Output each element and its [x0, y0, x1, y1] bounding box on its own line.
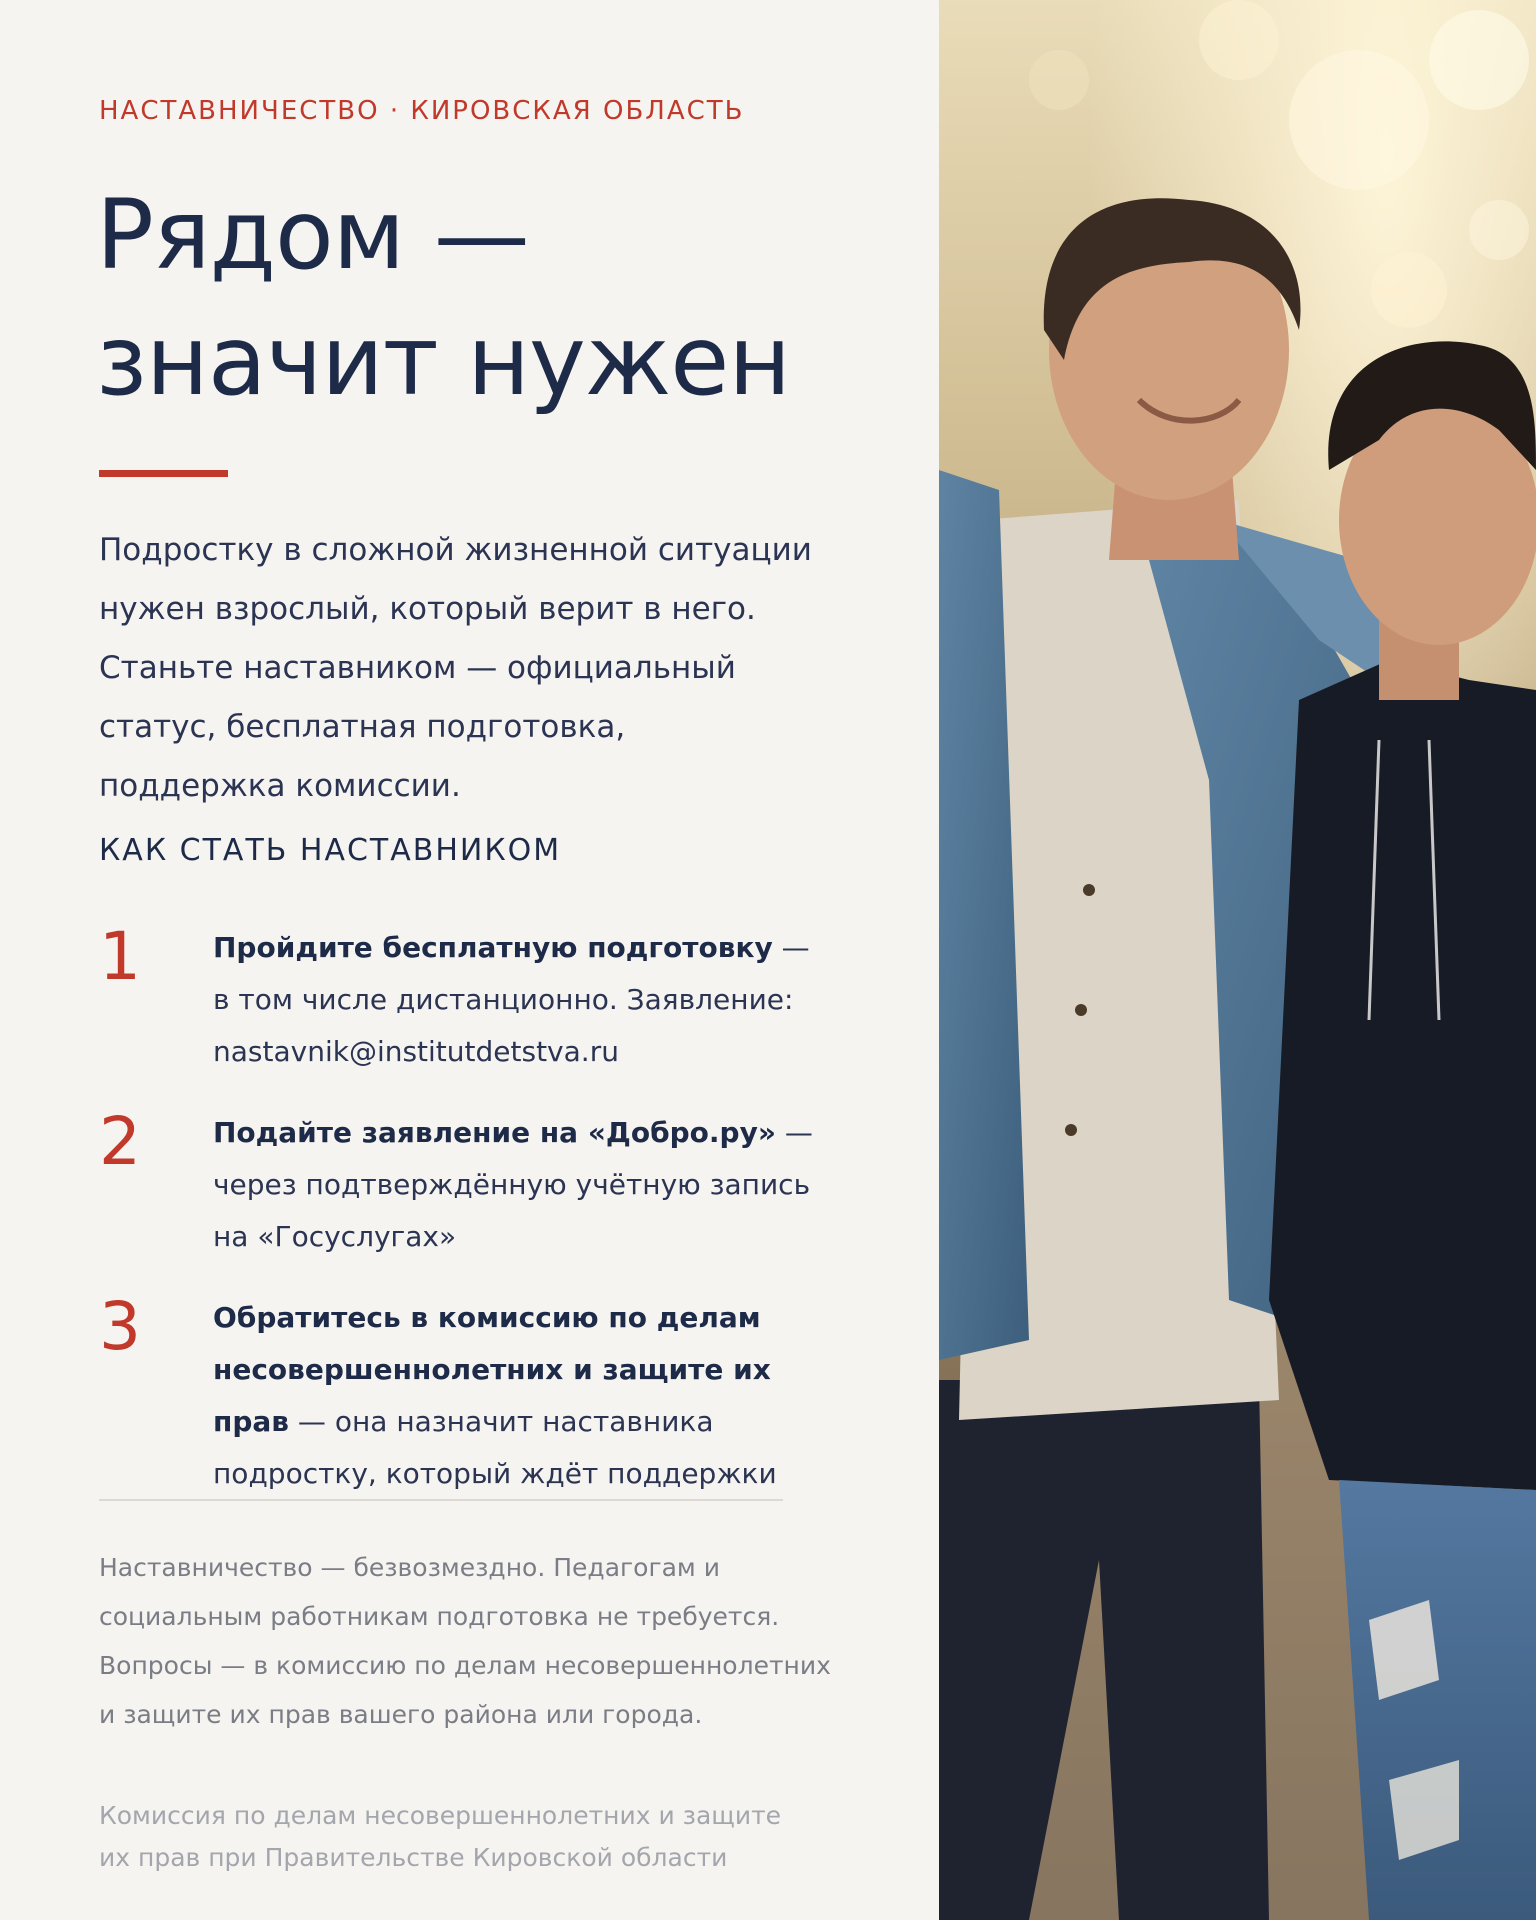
- title-line-2: значит нужен: [96, 305, 791, 417]
- step-title: Обратитесь в комиссию по делам несовершеннолетних и защите их прав: [213, 1301, 771, 1438]
- section-heading: КАК СТАТЬ НАСТАВНИКОМ: [99, 833, 562, 868]
- step-text: [213, 922, 833, 1078]
- title-line-1: Рядом —: [96, 179, 529, 291]
- note-paragraph: Наставничество — безвозмездно. Педагогам и социальным работникам подготовка не требуется. Вопросы — в комиссию по делам несовершеннолетних и защите их прав вашего района или города.: [99, 1553, 831, 1729]
- step-text: [213, 1292, 833, 1500]
- page-title: [96, 172, 790, 424]
- step-number: 2: [99, 1103, 141, 1180]
- lead-paragraph: Подростку в сложной жизненной ситуации нужен взрослый, который верит в него. Станьте наставником — официальный статус, бесплатная подготовка, поддержка комиссии.: [99, 532, 812, 804]
- step-description: — она назначит наставника подростку, который ждёт поддержки: [213, 1405, 777, 1490]
- step-title: Пройдите бесплатную подготовку: [213, 931, 773, 964]
- accent-rule: [99, 470, 228, 477]
- step-text: [213, 1107, 833, 1263]
- step-title: Подайте заявление на «Добро.ру»: [213, 1116, 776, 1149]
- step-number: 1: [99, 918, 141, 995]
- kicker: НАСТАВНИЧЕСТВО · КИРОВСКАЯ ОБЛАСТЬ: [99, 96, 745, 126]
- step-description: — в том числе дистанционно. Заявление: nastavnik@institutdetstva.ru: [213, 931, 810, 1068]
- divider: [99, 1499, 783, 1501]
- mentor-photo: [939, 0, 1536, 1920]
- footer-credit: Комиссия по делам несовершеннолетних и защите их прав при Правительстве Кировской области: [99, 1801, 782, 1872]
- step-number: 3: [99, 1288, 141, 1365]
- step-description: — через подтверждённую учётную запись на «Госуслугах»: [213, 1116, 813, 1253]
